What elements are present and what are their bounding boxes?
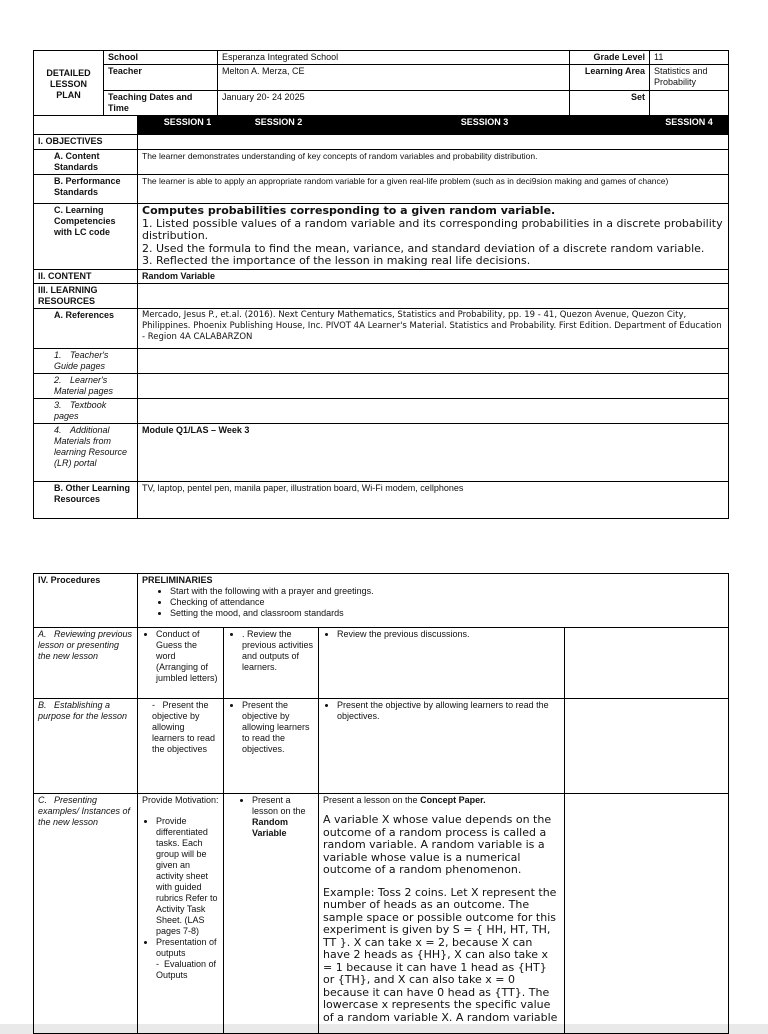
learners-material-value bbox=[138, 373, 729, 398]
grade-value: 11 bbox=[650, 51, 729, 65]
procedure-c-session-1: Provide Motivation: • Provide differentiated tasks. Each group will be given an activity sheet with guided rubrics Refer to Activity Task Sheet. (LAS pages 7-8) • Presentation of outputs - Evaluation of Outputs bbox=[138, 794, 224, 1034]
grade-label: Grade Level bbox=[570, 51, 650, 65]
references-label: A. References bbox=[34, 308, 138, 348]
learning-area-value: Statistics and Probability bbox=[650, 65, 729, 91]
procedures-table bbox=[33, 573, 729, 1034]
procedure-b-session-3: • Present the objective by allowing learners to read the objectives. bbox=[319, 699, 565, 794]
motivation-title: Provide Motivation: bbox=[142, 795, 219, 805]
random-variable-definition: A variable X whose value depends on the outcome of a random process is called a random variable. A random variable is a variable whose value is a numerical outcome of a random phenomenon. bbox=[323, 813, 552, 876]
coin-toss-example: Example: Toss 2 coins. Let X represent the number of heads as an outcome. The sample space or possible outcome for this experiment is given by S = { HH, HT, TH, TT }. X can take x = 2, because X can have 2 heads as {HH}, X can also take x = 1 because it can have 1 head as {HT} or {TH}, and X can also take x = 0 because it can have 0 head as {TT}. The lowercase x represents the specific value of a random variable X. A random variable bbox=[323, 885, 558, 1024]
procedure-c-label: C. Presenting examples/ Instances of the new lesson bbox=[34, 794, 138, 1034]
preliminaries-title: PRELIMINARIES bbox=[142, 575, 213, 585]
session-2-header: SESSION 2 bbox=[238, 116, 320, 135]
learning-competencies-label: C. Learning Competencies with LC code bbox=[34, 204, 138, 270]
session-blank bbox=[34, 116, 138, 135]
additional-materials-value: Module Q1/LAS – Week 3 bbox=[138, 423, 729, 481]
session-3-header: SESSION 3 bbox=[320, 116, 650, 135]
preliminaries-cell bbox=[138, 574, 729, 628]
teaching-dates-label: Teaching Dates and Time bbox=[104, 91, 218, 116]
dlp-title: DETAILED LESSON PLAN bbox=[34, 51, 104, 116]
competency-1: 1. Listed possible values of a random variable and its corresponding probabilities in a discrete probability distribution. bbox=[142, 216, 723, 242]
preliminary-item: • Setting the mood, and classroom standards bbox=[170, 608, 724, 619]
teachers-guide-label: 1. Teacher's Guide pages bbox=[34, 348, 138, 373]
motivation-item: • Provide differentiated tasks. Each group will be given an activity sheet with guided rubrics Refer to Activity Task Sheet. (LAS pages 7-8) bbox=[156, 816, 219, 937]
learning-resources-blank bbox=[138, 283, 729, 308]
objectives-blank bbox=[138, 135, 729, 150]
procedure-c-session-4 bbox=[565, 794, 729, 1034]
procedure-c-session-2: • Present a lesson on the Random Variable bbox=[224, 794, 319, 1034]
competency-title: Computes probabilities corresponding to a given random variable. bbox=[142, 204, 556, 217]
procedure-b-label: B. Establishing a purpose for the lesson bbox=[34, 699, 138, 794]
textbook-pages-label: 3. Textbook pages bbox=[34, 398, 138, 423]
school-value: Esperanza Integrated School bbox=[218, 51, 570, 65]
content-standards-value: The learner demonstrates understanding of key concepts of random variables and probability distribution. bbox=[138, 150, 729, 175]
teacher-label: Teacher bbox=[104, 65, 218, 91]
competency-2: 2. Used the formula to find the mean, variance, and standard deviation of a discrete random variable. bbox=[142, 241, 705, 255]
learning-area-label: Learning Area bbox=[570, 65, 650, 91]
procedure-a-session-1: • Conduct of Guess the word (Arranging of jumbled letters) bbox=[138, 628, 224, 699]
procedure-c-session-3: Present a lesson on the Concept Paper. A variable X whose value depends on the outcome of a random process is called a random variable. A random variable is a variable whose value is a numerical outcome of a random phenomenon. Example: Toss 2 coins. Let X represent the number of heads as an outcome. The sample space or possible outcome for this experiment is given by S = { HH, HT, TH, TT }. X can take x = 2, because X can have 2 heads as {HH}, X can also take x = 1 because it can have 1 head as {HT} or {TH}, and X can also take x = 0 because it can have 0 head as {TT}. The lowercase x represents the specific value of a random variable X. A random variable bbox=[319, 794, 565, 1034]
objectives-heading: I. OBJECTIVES bbox=[34, 135, 138, 150]
other-resources-label: B. Other Learning Resources bbox=[34, 481, 138, 518]
additional-materials-label: 4. Additional Materials from learning Resource (LR) portal bbox=[34, 423, 138, 481]
session-1-header: SESSION 1 bbox=[138, 116, 238, 135]
learning-resources-heading: III. LEARNING RESOURCES bbox=[34, 283, 138, 308]
procedure-a-session-3: • Review the previous discussions. bbox=[319, 628, 565, 699]
content-standards-label: A. Content Standards bbox=[34, 150, 138, 175]
procedure-b-session-2: • Present the objective by allowing learners to read the objectives. bbox=[224, 699, 319, 794]
content-value: Random Variable bbox=[138, 269, 729, 283]
performance-standards-label: B. Performance Standards bbox=[34, 175, 138, 204]
procedure-a-session-2: • . Review the previous activities and outputs of learners. bbox=[224, 628, 319, 699]
teacher-value: Melton A. Merza, CE bbox=[218, 65, 570, 91]
procedures-label: IV. Procedures bbox=[34, 574, 138, 628]
performance-standards-value: The learner is able to apply an appropriate random variable for a given real-life problem (such as in deci9sion making and games of chance) bbox=[138, 175, 729, 204]
school-label: School bbox=[104, 51, 218, 65]
learners-material-label: 2. Learner's Material pages bbox=[34, 373, 138, 398]
references-value: Mercado, Jesus P., et.al. (2016). Next Century Mathematics, Statistics and Probability, pp. 19 - 41, Quezon Avenue, Quezon City, Philippines. Phoenix Publishing House, Inc. PIVOT 4A Learner's Material. Statistics and Probability. First Edition. Department of Education - Region 4A CALABARZON bbox=[138, 308, 729, 348]
procedure-b-session-4 bbox=[565, 699, 729, 794]
procedure-a-session-4 bbox=[565, 628, 729, 699]
preliminary-item: • Start with the following with a prayer and greetings. bbox=[170, 586, 724, 597]
competency-3: 3. Reflected the importance of the lesson in making real life decisions. bbox=[142, 254, 531, 267]
learning-competencies-value bbox=[138, 204, 729, 270]
content-heading: II. CONTENT bbox=[34, 269, 138, 283]
procedure-b-session-1: - Present the objective by allowing learners to read the objectives bbox=[138, 699, 224, 794]
lesson-plan-header-table bbox=[33, 50, 729, 519]
session-4-header: SESSION 4 bbox=[650, 116, 729, 135]
teaching-dates-value: January 20- 24 2025 bbox=[218, 91, 570, 116]
motivation-item: • Presentation of outputs bbox=[156, 937, 219, 959]
other-resources-value: TV, laptop, pentel pen, manila paper, illustration board, Wi-Fi modem, cellphones bbox=[138, 481, 729, 518]
preliminary-item: • Checking of attendance bbox=[170, 597, 724, 608]
teachers-guide-value bbox=[138, 348, 729, 373]
procedure-a-label: A. Reviewing previous lesson or presenting the new lesson bbox=[34, 628, 138, 699]
textbook-pages-value bbox=[138, 398, 729, 423]
motivation-subitem: Evaluation of Outputs bbox=[156, 959, 217, 980]
set-value bbox=[650, 91, 729, 116]
set-label: Set bbox=[570, 91, 650, 116]
